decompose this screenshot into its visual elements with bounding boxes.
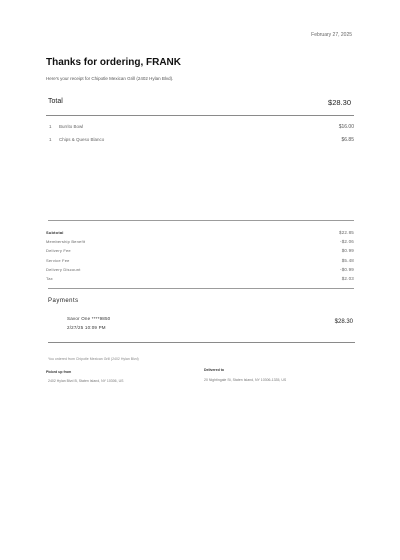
pickup-label: Picked up from — [46, 370, 72, 374]
summary-label: Membership Benefit — [46, 239, 86, 245]
pickup-address: 2402 Hylan Blvd B, Staten Island, NY 10306, US — [48, 379, 124, 383]
summary-value: $2.03 — [341, 275, 354, 281]
item-name: Chips & Queso Blanco — [59, 137, 105, 142]
payment-amount: $28.30 — [334, 319, 353, 325]
item-list — [48, 124, 354, 150]
summary-label: Tax — [46, 275, 53, 281]
total-label: Total — [48, 98, 63, 105]
summary-row-subtotal — [46, 230, 354, 239]
summary-label: Subtotal — [46, 230, 64, 235]
summary-label: Delivery Fee — [46, 248, 71, 254]
delivery-label: Delivered to — [204, 368, 225, 372]
list-item — [48, 124, 354, 137]
total-amount: $28.30 — [328, 98, 351, 107]
ordered-from-text: You ordered from Chipotle Mexican Grill (2402 Hylan Blvd) — [48, 357, 139, 361]
summary-label: Delivery Discount — [46, 266, 81, 272]
summary-label: Service Fee — [46, 257, 70, 263]
summary-row-tax — [46, 276, 354, 285]
summary-value: $22.85 — [339, 230, 354, 235]
receipt-date: February 27, 2025 — [311, 32, 352, 38]
item-quantity: 1 — [49, 124, 52, 129]
item-price: $6.85 — [341, 137, 354, 143]
items-divider — [48, 220, 354, 221]
summary-row-delivery-discount — [46, 267, 354, 276]
payment-card: Savor One ****9850 — [67, 316, 111, 321]
item-name: Burrito Bowl — [59, 124, 84, 129]
summary-value: $0.99 — [341, 248, 354, 254]
summary-row-delivery-fee — [46, 248, 354, 257]
payments-divider — [48, 342, 355, 343]
item-quantity: 1 — [49, 137, 52, 142]
total-divider — [46, 115, 354, 116]
summary-value: -$2.06 — [340, 239, 354, 245]
delivery-address: 20 Nightingale St, Staten Island, NY 10306-1335, US — [204, 378, 287, 382]
receipt-subheading: Here's your receipt for Chipotle Mexican Grill (2402 Hylan Blvd). — [46, 76, 174, 81]
summary-value: -$0.99 — [340, 266, 354, 272]
list-item — [48, 137, 354, 150]
receipt-heading: Thanks for ordering, FRANK — [46, 57, 182, 68]
summary-value: $5.48 — [341, 257, 354, 263]
payment-time: 2/27/25 10:09 PM — [67, 325, 106, 330]
payments-title: Payments — [48, 298, 79, 304]
summary-divider — [48, 288, 354, 289]
summary-row-service-fee — [46, 258, 354, 267]
item-price: $16.00 — [338, 124, 354, 130]
price-summary — [46, 230, 354, 285]
summary-row-membership-benefit — [46, 239, 354, 248]
total-row — [47, 98, 353, 108]
